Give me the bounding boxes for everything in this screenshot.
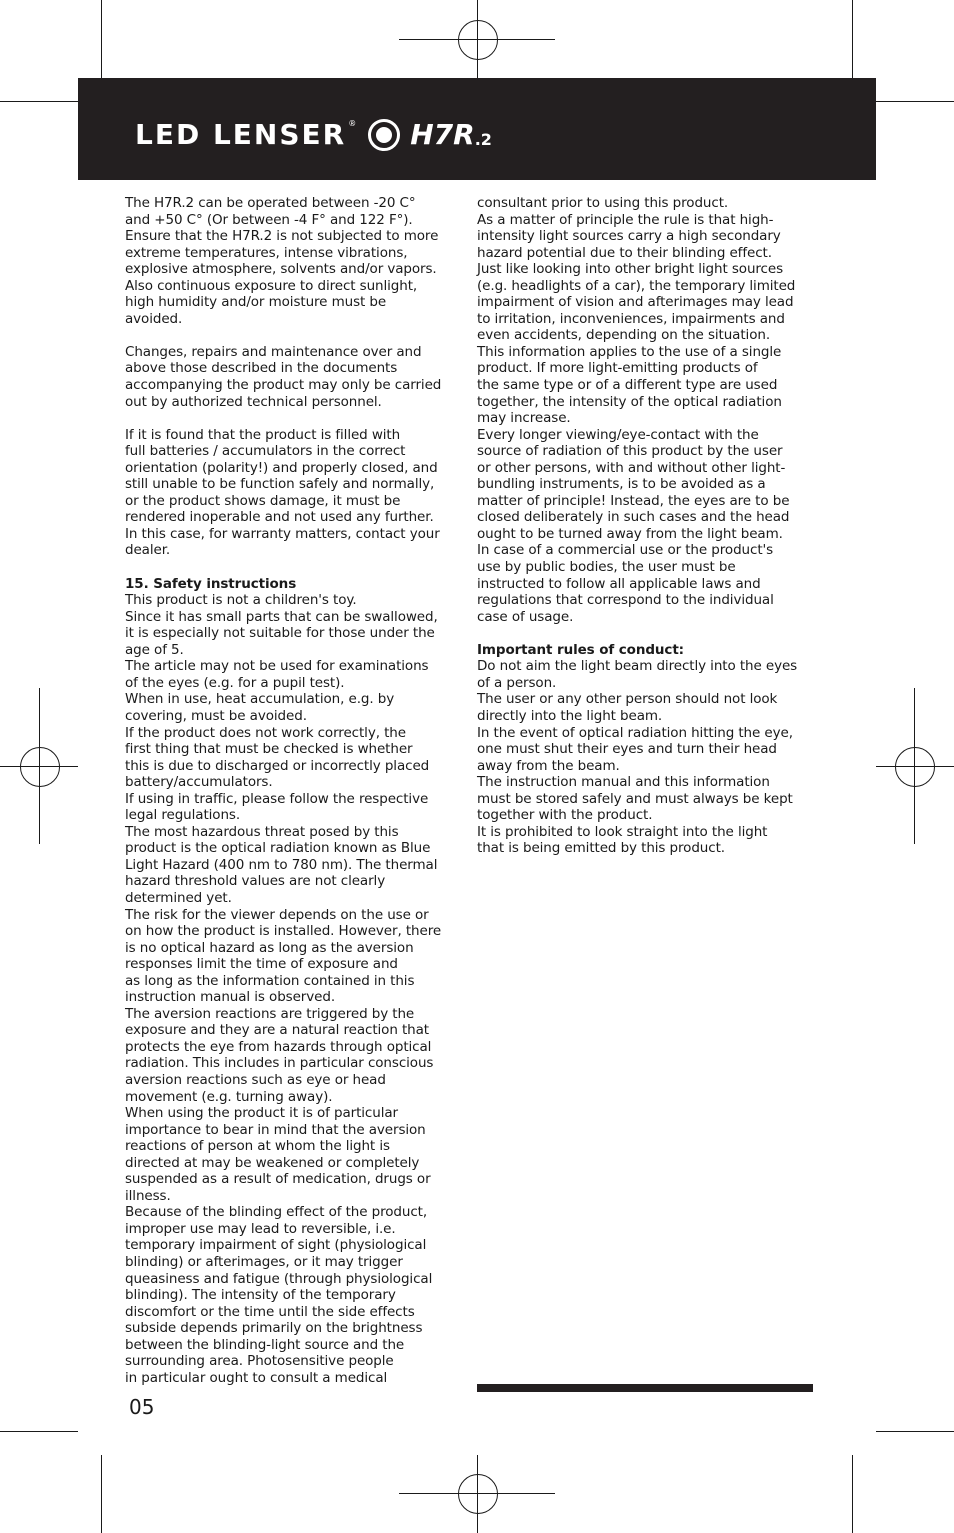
text-line: importance to bear in mind that the aversion [125,1121,426,1138]
text-line: This product is not a children's toy. [125,592,357,609]
text-line: (e.g. headlights of a car), the temporary limited [477,277,796,294]
text-line: and +50 C° (Or between -4 F° and 122 F°). [125,211,413,228]
text-line: dealer. [125,542,171,559]
text-line: must be stored safely and must always be kept [477,790,793,807]
crop-mark [876,1431,954,1432]
text-line: intensity light sources carry a high secondary [477,228,781,245]
text-line: one must shut their eyes and turn their head [477,741,777,758]
text-line: avoided. [125,310,183,327]
text-line: hazard potential due to their blinding effect. [477,244,772,261]
registration-mark-circle [20,747,60,787]
text-line: If the product does not work correctly, the [125,724,406,741]
text-line: to irritation, inconveniences, impairments and [477,310,785,327]
text-line: Changes, repairs and maintenance over and [125,343,422,360]
text-line: illness. [125,1187,171,1204]
text-line: reactions of person at whom the light is [125,1138,390,1155]
model-name: H7R [410,118,475,151]
registered-mark: ® [348,119,357,128]
crop-mark [101,1455,102,1533]
text-line: that is being emitted by this product. [477,840,725,857]
text-line: The article may not be used for examinations [125,658,429,675]
text-line: blinding). The intensity of the temporary [125,1287,396,1304]
text-line: case of usage. [477,608,574,625]
registration-mark-circle [458,1474,498,1514]
text-line: movement (e.g. turning away). [125,1088,333,1105]
text-line: rendered inoperable and not used any further. [125,509,434,526]
text-line: consultant prior to using this product. [477,195,729,211]
text-line: This information applies to the use of a single [477,343,782,360]
text-line: The instruction manual and this information [477,774,770,791]
text-line: extreme temperatures, intense vibrations, [125,244,408,261]
text-line: radiation. This includes in particular conscious [125,1055,434,1072]
text-line: out by authorized technical personnel. [125,393,382,410]
text-line: regulations that correspond to the individual [477,592,774,609]
left-text-column [125,195,465,1386]
text-line: In case of a commercial use or the product's [477,542,774,559]
text-line: Since it has small parts that can be swallowed, [125,608,438,625]
bottom-rule [477,1384,813,1392]
crop-mark [852,0,853,78]
text-line: instructed to follow all applicable laws and [477,575,761,592]
text-line: instruction manual is observed. [125,989,336,1006]
text-line: source of radiation of this product by the user [477,443,783,460]
text-line: The aversion reactions are triggered by the [125,1005,415,1022]
text-line: this is due to discharged or incorrectly placed [125,757,430,774]
text-line: ought to be turned away from the light beam. [477,525,783,542]
text-line: Ensure that the H7R.2 is not subjected to more [125,228,439,245]
text-line: product is the optical radiation known as Blue [125,840,431,857]
text-line: it is especially not suitable for those under the [125,625,435,642]
text-line: above those described in the documents [125,360,398,377]
registration-mark-circle [895,747,935,787]
text-line: The user or any other person should not look [477,691,778,708]
text-line: orientation (polarity!) and properly closed, and [125,459,438,476]
text-line: explosive atmosphere, solvents and/or vapors. [125,261,437,278]
text-line: The most hazardous threat posed by this [125,823,399,840]
text-line: Because of the blinding effect of the product, [125,1204,428,1221]
text-line: away from the beam. [477,757,620,774]
brand-name: LED LENSER [135,118,347,151]
text-line: high humidity and/or moisture must be [125,294,387,311]
text-line: battery/accumulators. [125,774,273,791]
text-line: covering, must be avoided. [125,707,307,724]
crop-mark [0,101,78,102]
text-line: Every longer viewing/eye-contact with the [477,426,759,443]
text-line: may increase. [477,410,571,427]
text-line: responses limit the time of exposure and [125,956,398,973]
section-heading: 15. Safety instructions [125,575,297,592]
text-line: together, the intensity of the optical radiation [477,393,782,410]
text-line: discomfort or the time until the side effects [125,1303,415,1320]
lens-ring-icon [368,119,400,151]
paragraph-gap [477,625,817,642]
text-line: When in use, heat accumulation, e.g. by [125,691,395,708]
model-suffix: .2 [474,130,492,149]
text-line: improper use may lead to reversible, i.e. [125,1220,396,1237]
crop-mark [852,1455,853,1533]
text-line: age of 5. [125,641,184,658]
text-line: exposure and they are a natural reaction that [125,1022,430,1039]
text-line: accompanying the product may only be carried [125,377,442,394]
text-line: is no optical hazard as long as the aversion [125,939,414,956]
text-line: It is prohibited to look straight into the light [477,823,768,840]
text-line: even accidents, depending on the situation. [477,327,771,344]
text-line: full batteries / accumulators in the correct [125,443,406,460]
text-line: suspended as a result of medication, drugs or [125,1171,431,1188]
text-line: on how the product is installed. However, there [125,923,442,940]
text-line: determined yet. [125,889,232,906]
text-line: or other persons, with and without other light- [477,459,786,476]
text-line: temporary impairment of sight (physiological [125,1237,427,1254]
text-line: Also continuous exposure to direct sunlight, [125,277,418,294]
text-line: the same type or of a different type are used [477,377,778,394]
text-line: as long as the information contained in this [125,972,415,989]
crop-mark [101,0,102,78]
text-line: between the blinding-light source and the [125,1336,405,1353]
brand-logo [135,118,492,152]
registration-mark-circle [458,20,498,60]
text-line: first thing that must be checked is whether [125,741,413,758]
text-line: surrounding area. Photosensitive people [125,1353,394,1370]
crop-mark [876,101,954,102]
page-number: 05 [129,1395,155,1419]
text-line: in particular ought to consult a medical [125,1369,388,1386]
text-line: impairment of vision and afterimages may lead [477,294,794,311]
text-line: Just like looking into other bright light sources [477,261,784,278]
text-line: hazard threshold values are not clearly [125,873,386,890]
text-line: Light Hazard (400 nm to 780 nm). The thermal [125,856,438,873]
text-line: closed deliberately in such cases and the head [477,509,790,526]
text-line: The H7R.2 can be operated between -20 C° [125,195,416,211]
section-heading: Important rules of conduct: [477,641,684,658]
paragraph-gap [125,327,465,344]
text-line: of the eyes (e.g. for a pupil test). [125,674,345,691]
text-line: still unable to be function safely and normally, [125,476,435,493]
text-line: blinding) or afterimages, or it may trigger [125,1254,403,1270]
paragraph-gap [125,559,465,576]
text-line: product. If more light-emitting products of [477,360,758,377]
text-line: Do not aim the light beam directly into the eyes [477,658,798,675]
text-line: protects the eye from hazards through optical [125,1038,432,1055]
text-line: If it is found that the product is filled with [125,426,401,443]
crop-mark [0,1431,78,1432]
text-line: subside depends primarily on the brightness [125,1320,423,1337]
text-line: directly into the light beam. [477,707,663,724]
text-line: When using the product it is of particular [125,1105,398,1122]
text-line: The risk for the viewer depends on the use or [125,906,429,923]
text-line: As a matter of principle the rule is that high- [477,211,774,228]
text-line: use by public bodies, the user must be [477,559,736,576]
header-band [78,78,876,180]
right-text-column [477,195,817,857]
text-line: In this case, for warranty matters, contact your [125,525,440,542]
text-line: or the product shows damage, it must be [125,492,401,509]
paragraph-gap [125,410,465,427]
text-line: aversion reactions such as eye or head [125,1071,386,1088]
text-line: directed at may be weakened or completely [125,1154,420,1171]
text-line: matter of principle! Instead, the eyes are to be [477,492,790,509]
text-line: of a person. [477,674,557,691]
text-line: bundling instruments, is to be avoided as a [477,476,766,493]
text-line: In the event of optical radiation hitting the eye, [477,724,793,741]
text-line: queasiness and fatigue (through physiological [125,1270,433,1287]
text-line: together with the product. [477,807,653,824]
text-line: legal regulations. [125,807,241,824]
text-line: If using in traffic, please follow the respective [125,790,429,807]
